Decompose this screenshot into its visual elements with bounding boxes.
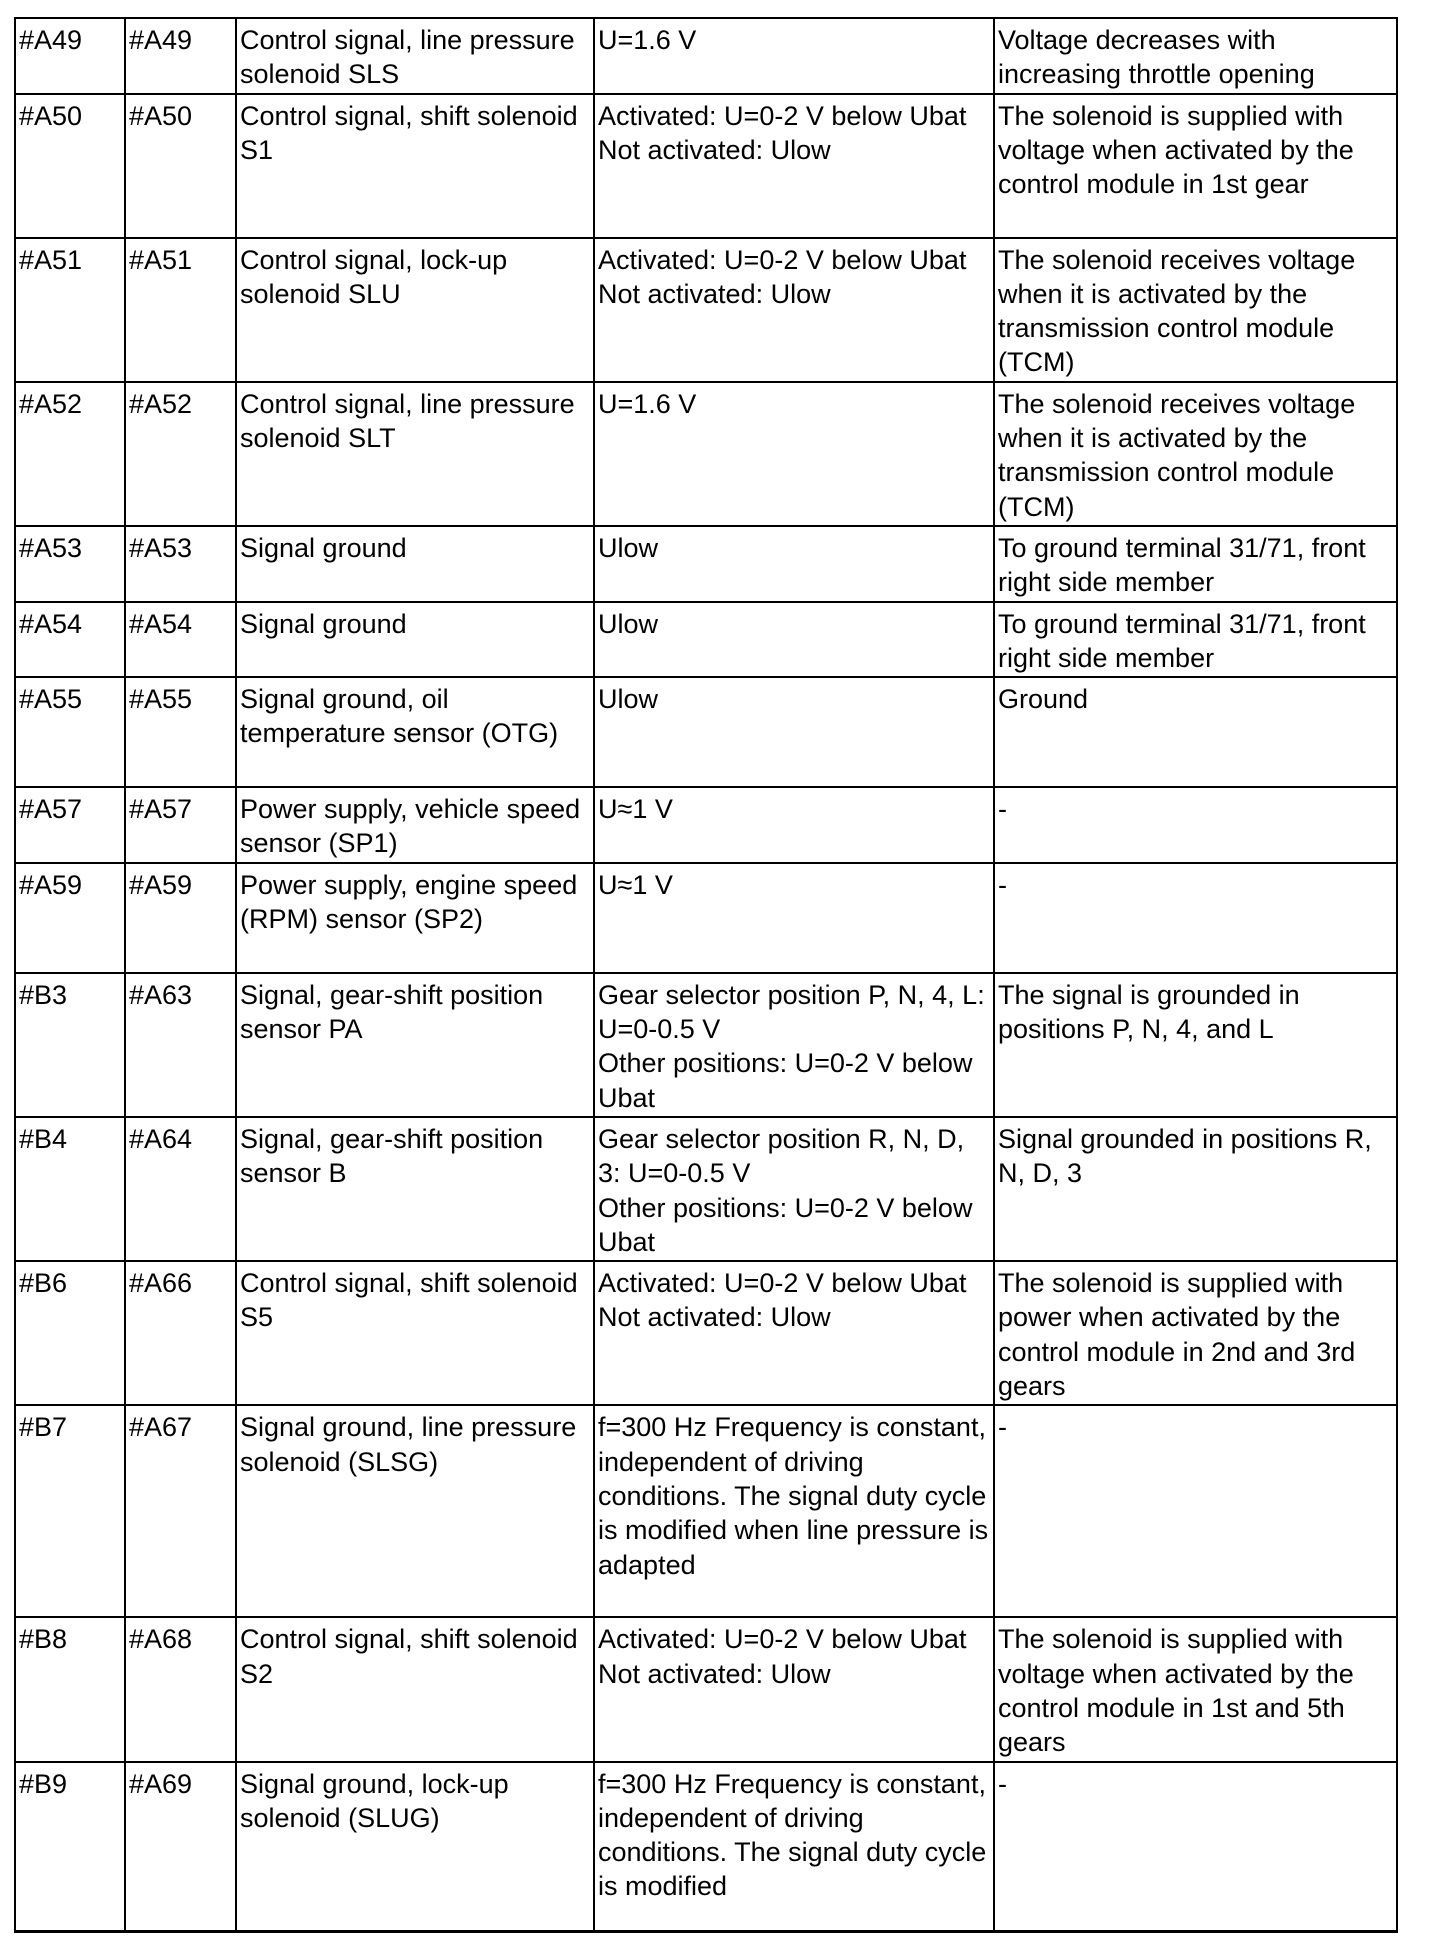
pin-a-cell: #B8 xyxy=(15,1617,125,1761)
table-row xyxy=(15,787,1397,863)
pin-b-cell: #A57 xyxy=(125,787,236,863)
pin-a-cell: #A54 xyxy=(15,602,125,678)
pin-b-cell: #A50 xyxy=(125,94,236,238)
table-row xyxy=(15,602,1397,678)
value-cell: U≈1 V xyxy=(594,787,994,863)
value-cell: Activated: U=0-2 V below Ubat Not activated: Ulow xyxy=(594,1261,994,1405)
pin-b-cell: #A53 xyxy=(125,526,236,602)
description-cell: Control signal, line pressure solenoid SLS xyxy=(236,18,594,94)
table-row xyxy=(15,526,1397,602)
comment-cell: - xyxy=(994,863,1397,973)
pin-b-cell: #A59 xyxy=(125,863,236,973)
comment-cell: Voltage decreases with increasing throttle opening xyxy=(994,18,1397,94)
pin-b-cell: #A52 xyxy=(125,382,236,526)
comment-cell: To ground terminal 31/71, front right side member xyxy=(994,526,1397,602)
comment-cell: - xyxy=(994,1762,1397,1932)
description-cell: Signal ground, line pressure solenoid (SLSG) xyxy=(236,1405,594,1617)
pin-b-cell: #A55 xyxy=(125,677,236,787)
comment-cell: The solenoid is supplied with voltage when activated by the control module in 1st and 5th gears xyxy=(994,1617,1397,1761)
description-cell: Control signal, shift solenoid S5 xyxy=(236,1261,594,1405)
description-cell: Control signal, shift solenoid S1 xyxy=(236,94,594,238)
value-cell: Ulow xyxy=(594,677,994,787)
table-row xyxy=(15,1261,1397,1405)
pin-a-cell: #B3 xyxy=(15,973,125,1117)
table-row xyxy=(15,863,1397,973)
value-cell: Ulow xyxy=(594,526,994,602)
table-row xyxy=(15,1762,1397,1932)
pin-b-cell: #A64 xyxy=(125,1117,236,1261)
pin-a-cell: #A49 xyxy=(15,18,125,94)
value-cell: Activated: U=0-2 V below Ubat Not activated: Ulow xyxy=(594,1617,994,1761)
pin-b-cell: #A49 xyxy=(125,18,236,94)
description-cell: Control signal, line pressure solenoid SLT xyxy=(236,382,594,526)
table-row xyxy=(15,94,1397,238)
value-cell: f=300 Hz Frequency is constant, independent of driving conditions. The signal duty cycle is modified when line pressure is adapted xyxy=(594,1405,994,1617)
document-page xyxy=(14,17,1396,1933)
value-cell: U=1.6 V xyxy=(594,382,994,526)
pin-a-cell: #A55 xyxy=(15,677,125,787)
pin-a-cell: #A51 xyxy=(15,238,125,382)
pin-a-cell: #A52 xyxy=(15,382,125,526)
pin-a-cell: #B4 xyxy=(15,1117,125,1261)
table-row xyxy=(15,973,1397,1117)
description-cell: Control signal, lock-up solenoid SLU xyxy=(236,238,594,382)
description-cell: Signal, gear-shift position sensor B xyxy=(236,1117,594,1261)
table-row xyxy=(15,18,1397,94)
comment-cell: To ground terminal 31/71, front right side member xyxy=(994,602,1397,678)
description-cell: Signal ground, lock-up solenoid (SLUG) xyxy=(236,1762,594,1932)
description-cell: Control signal, shift solenoid S2 xyxy=(236,1617,594,1761)
table-row xyxy=(15,1117,1397,1261)
comment-cell: The solenoid receives voltage when it is activated by the transmission control module (TCM) xyxy=(994,382,1397,526)
pin-a-cell: #B6 xyxy=(15,1261,125,1405)
table-row xyxy=(15,1405,1397,1617)
comment-cell: The solenoid is supplied with voltage when activated by the control module in 1st gear xyxy=(994,94,1397,238)
table-row xyxy=(15,238,1397,382)
pin-b-cell: #A51 xyxy=(125,238,236,382)
pin-b-cell: #A54 xyxy=(125,602,236,678)
pin-b-cell: #A68 xyxy=(125,1617,236,1761)
description-cell: Signal, gear-shift position sensor PA xyxy=(236,973,594,1117)
comment-cell: - xyxy=(994,1405,1397,1617)
pinout-table xyxy=(14,17,1398,1933)
pin-a-cell: #A50 xyxy=(15,94,125,238)
comment-cell: The signal is grounded in positions P, N, 4, and L xyxy=(994,973,1397,1117)
description-cell: Power supply, engine speed (RPM) sensor (SP2) xyxy=(236,863,594,973)
pin-b-cell: #A66 xyxy=(125,1261,236,1405)
comment-cell: The solenoid receives voltage when it is activated by the transmission control module (TCM) xyxy=(994,238,1397,382)
pin-a-cell: #A53 xyxy=(15,526,125,602)
value-cell: Activated: U=0-2 V below Ubat Not activated: Ulow xyxy=(594,238,994,382)
value-cell: Gear selector position P, N, 4, L: U=0-0.5 V Other positions: U=0-2 V below Ubat xyxy=(594,973,994,1117)
comment-cell: Signal grounded in positions R, N, D, 3 xyxy=(994,1117,1397,1261)
pin-a-cell: #A59 xyxy=(15,863,125,973)
comment-cell: The solenoid is supplied with power when activated by the control module in 2nd and 3rd gears xyxy=(994,1261,1397,1405)
pin-b-cell: #A67 xyxy=(125,1405,236,1617)
description-cell: Power supply, vehicle speed sensor (SP1) xyxy=(236,787,594,863)
pinout-table-body xyxy=(15,18,1397,1932)
pin-b-cell: #A63 xyxy=(125,973,236,1117)
value-cell: Gear selector position R, N, D, 3: U=0-0.5 V Other positions: U=0-2 V below Ubat xyxy=(594,1117,994,1261)
value-cell: Activated: U=0-2 V below Ubat Not activated: Ulow xyxy=(594,94,994,238)
comment-cell: - xyxy=(994,787,1397,863)
table-row xyxy=(15,1617,1397,1761)
table-row xyxy=(15,382,1397,526)
pin-a-cell: #B7 xyxy=(15,1405,125,1617)
value-cell: f=300 Hz Frequency is constant, independent of driving conditions. The signal duty cycle is modified xyxy=(594,1762,994,1932)
pin-a-cell: #A57 xyxy=(15,787,125,863)
description-cell: Signal ground xyxy=(236,526,594,602)
description-cell: Signal ground xyxy=(236,602,594,678)
table-row xyxy=(15,677,1397,787)
value-cell: U≈1 V xyxy=(594,863,994,973)
pin-a-cell: #B9 xyxy=(15,1762,125,1932)
description-cell: Signal ground, oil temperature sensor (OTG) xyxy=(236,677,594,787)
comment-cell: Ground xyxy=(994,677,1397,787)
value-cell: Ulow xyxy=(594,602,994,678)
pin-b-cell: #A69 xyxy=(125,1762,236,1932)
value-cell: U=1.6 V xyxy=(594,18,994,94)
